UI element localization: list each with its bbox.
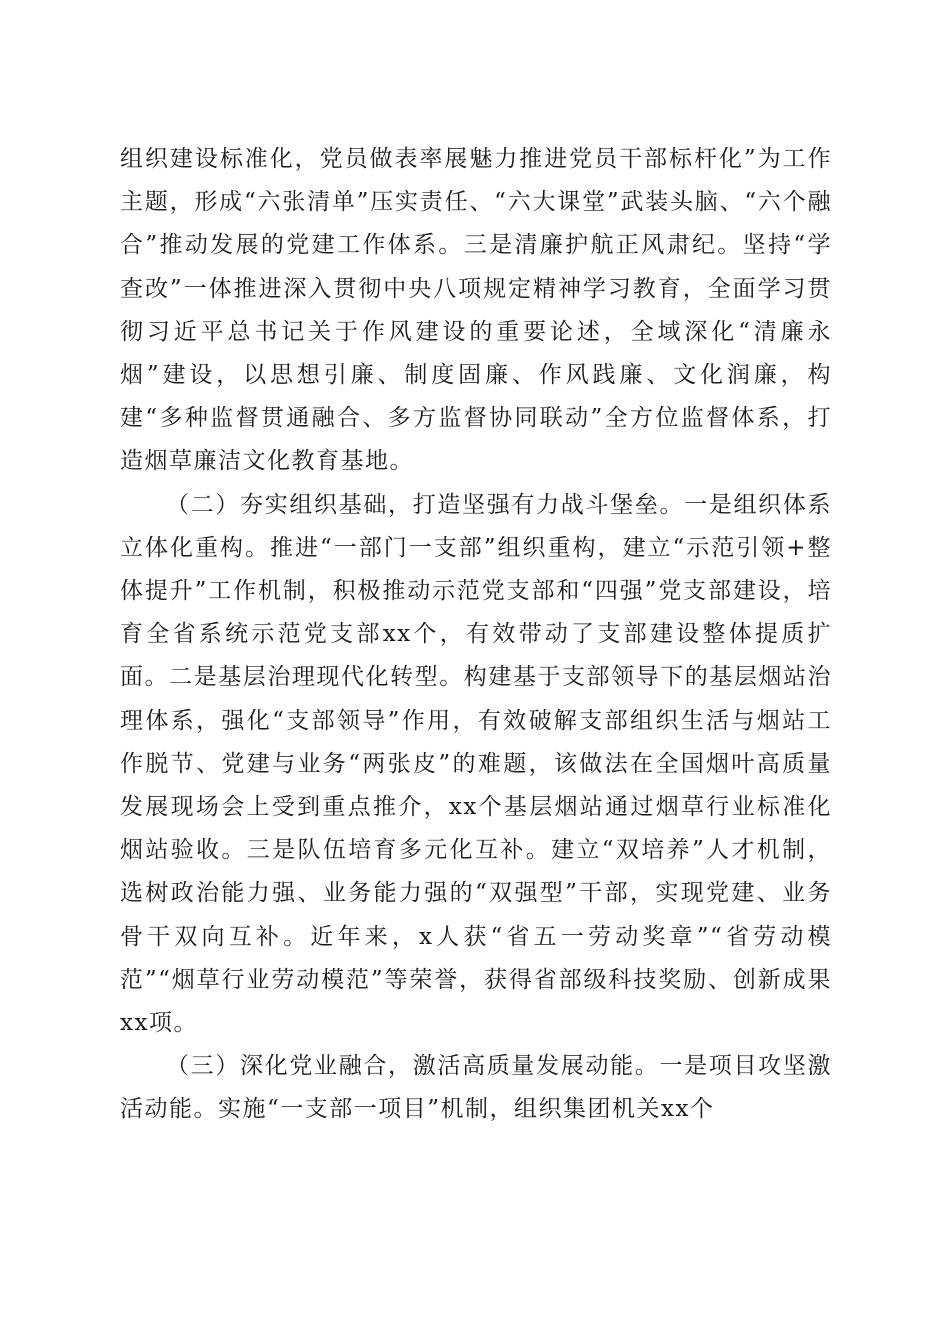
paragraph-section-two: （二）夯实组织基础，打造坚强有力战斗堡垒。一是组织体系立体化重构。推进“一部门一支部”组织重构，建立“示范引领+整体提升”工作机制，积极推动示范党支部和“四强”党支部建设，培育全省系统示范党支部xx个，有效带动了支部建设整体提质扩面。二是基层治理现代化转型。构建基于支部领导下的基层烟站治理体系，强化“支部领导”作用，有效破解支部组织生活与烟站工作脱节、党建与业务“两张皮”的难题，该做法在全国烟叶高质量发展现场会上受到重点推介，xx个基层烟站通过烟草行业标准化烟站验收。三是队伍培育多元化互补。建立“双培养”人才机制，选树政治能力强、业务能力强的“双强型”干部，实现党建、业务骨干双向互补。近年来，x人获“省五一劳动奖章”“省劳动模范”“烟草行业劳动模范”等荣誉，获得省部级科技奖励、创新成果xx项。 [120,491,832,1037]
paragraph-continuation: 组织建设标准化，党员做表率展魅力推进党员干部标杆化”为工作主题，形成“六张清单”压实责任、“六大课堂”武装头脑、“六个融合”推动发展的党建工作体系。三是清廉护航正风肃纪。坚持“学查改”一体推进深入贯彻中央八项规定精神学习教育，全面学习贯彻习近平总书记关于作风建设的重要论述，全域深化“清廉永烟”建设，以思想引廉、制度固廉、作风践廉、文化润廉，构建“多种监督贯通融合、多方监督协同联动”全方位监督体系，打造烟草廉洁文化教育基地。 [120,146,832,475]
paragraph-section-three: （三）深化党业融合，激活高质量发展动能。一是项目攻坚激活动能。实施“一支部一项目”机制，组织集团机关xx个 [120,1053,832,1123]
document-body [120,138,832,1132]
